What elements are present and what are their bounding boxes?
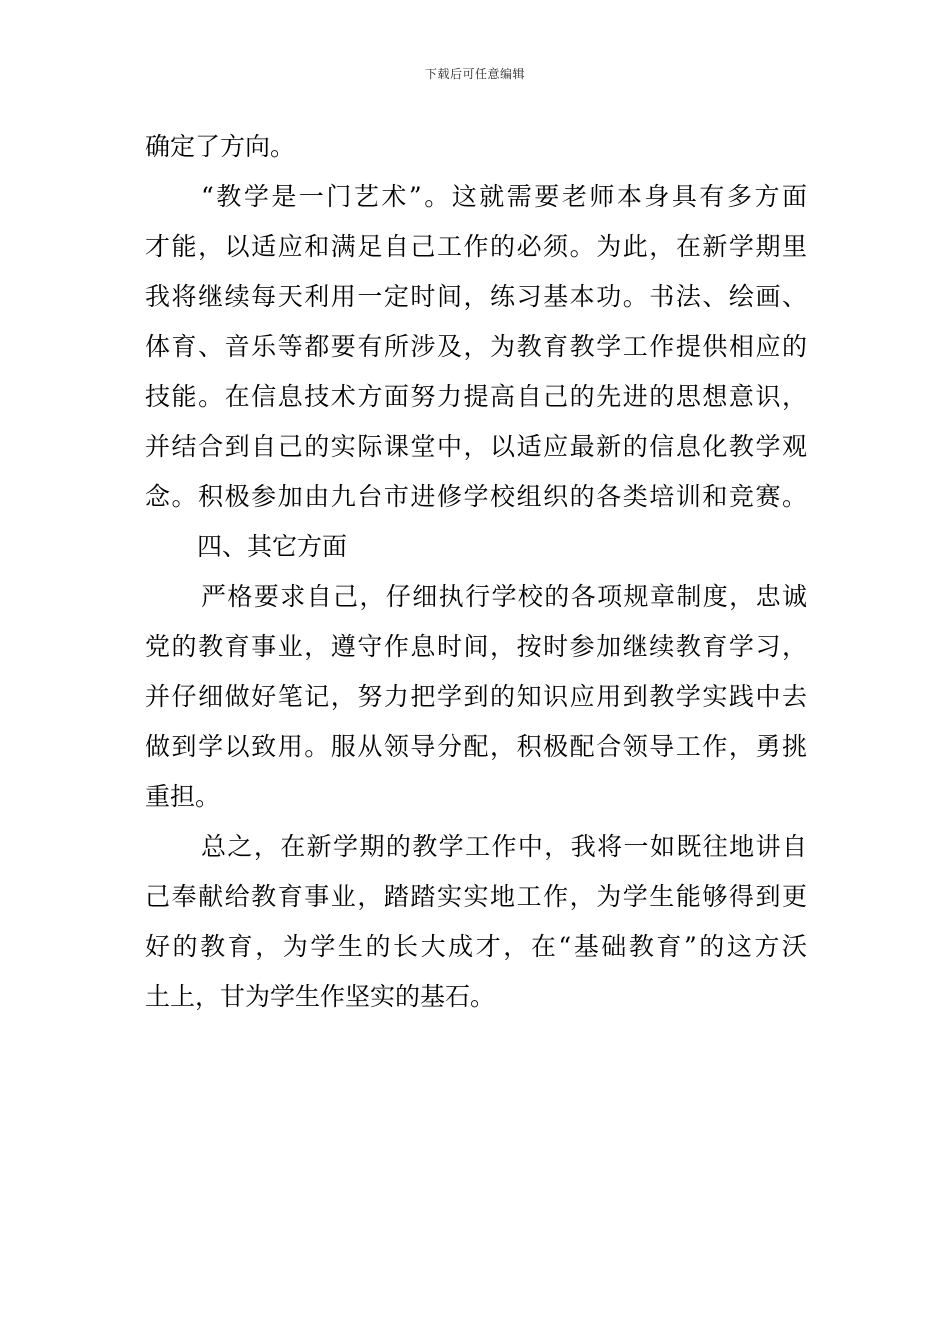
- text-line: 做到学以致用。服从领导分配，积极配合领导工作，勇挑: [145, 732, 807, 761]
- text-line: 我将继续每天利用一定时间，练习基本功。书法、绘画、: [145, 282, 807, 311]
- text-line: 技能。在信息技术方面努力提高自己的先进的思想意识，: [145, 382, 807, 411]
- text-line: 党的教育事业，遵守作息时间，按时参加继续教育学习，: [145, 632, 807, 661]
- text-line: 确定了方向。: [145, 132, 296, 161]
- text-line: 才能，以适应和满足自己工作的必须。为此，在新学期里: [145, 232, 807, 261]
- text-line: 念。积极参加由九台市进修学校组织的各类培训和竞赛。: [145, 482, 807, 511]
- section-heading: 四、其它方面: [197, 532, 348, 561]
- text-line: 并结合到自己的实际课堂中，以适应最新的信息化教学观: [145, 432, 807, 461]
- document-body: [145, 122, 807, 1022]
- text-line: 己奉献给教育事业，踏踏实实地工作，为学生能够得到更: [145, 882, 807, 911]
- text-line: “教学是一门艺术”。这就需要老师本身具有多方面: [201, 182, 807, 211]
- text-line: 体育、音乐等都要有所涉及，为教育教学工作提供相应的: [145, 332, 807, 361]
- page-header: 下载后可任意编辑: [424, 67, 525, 81]
- text-line: 并仔细做好笔记，努力把学到的知识应用到教学实践中去: [145, 682, 807, 711]
- text-line: 土上，甘为学生作坚实的基石。: [145, 982, 496, 1011]
- text-line: 严格要求自己，仔细执行学校的各项规章制度，忠诚: [201, 582, 807, 611]
- text-line: 重担。: [145, 782, 221, 811]
- text-line: 好的教育，为学生的长大成才，在“基础教育”的这方沃: [145, 932, 807, 961]
- text-line: 总之，在新学期的教学工作中，我将一如既往地讲自: [201, 832, 807, 861]
